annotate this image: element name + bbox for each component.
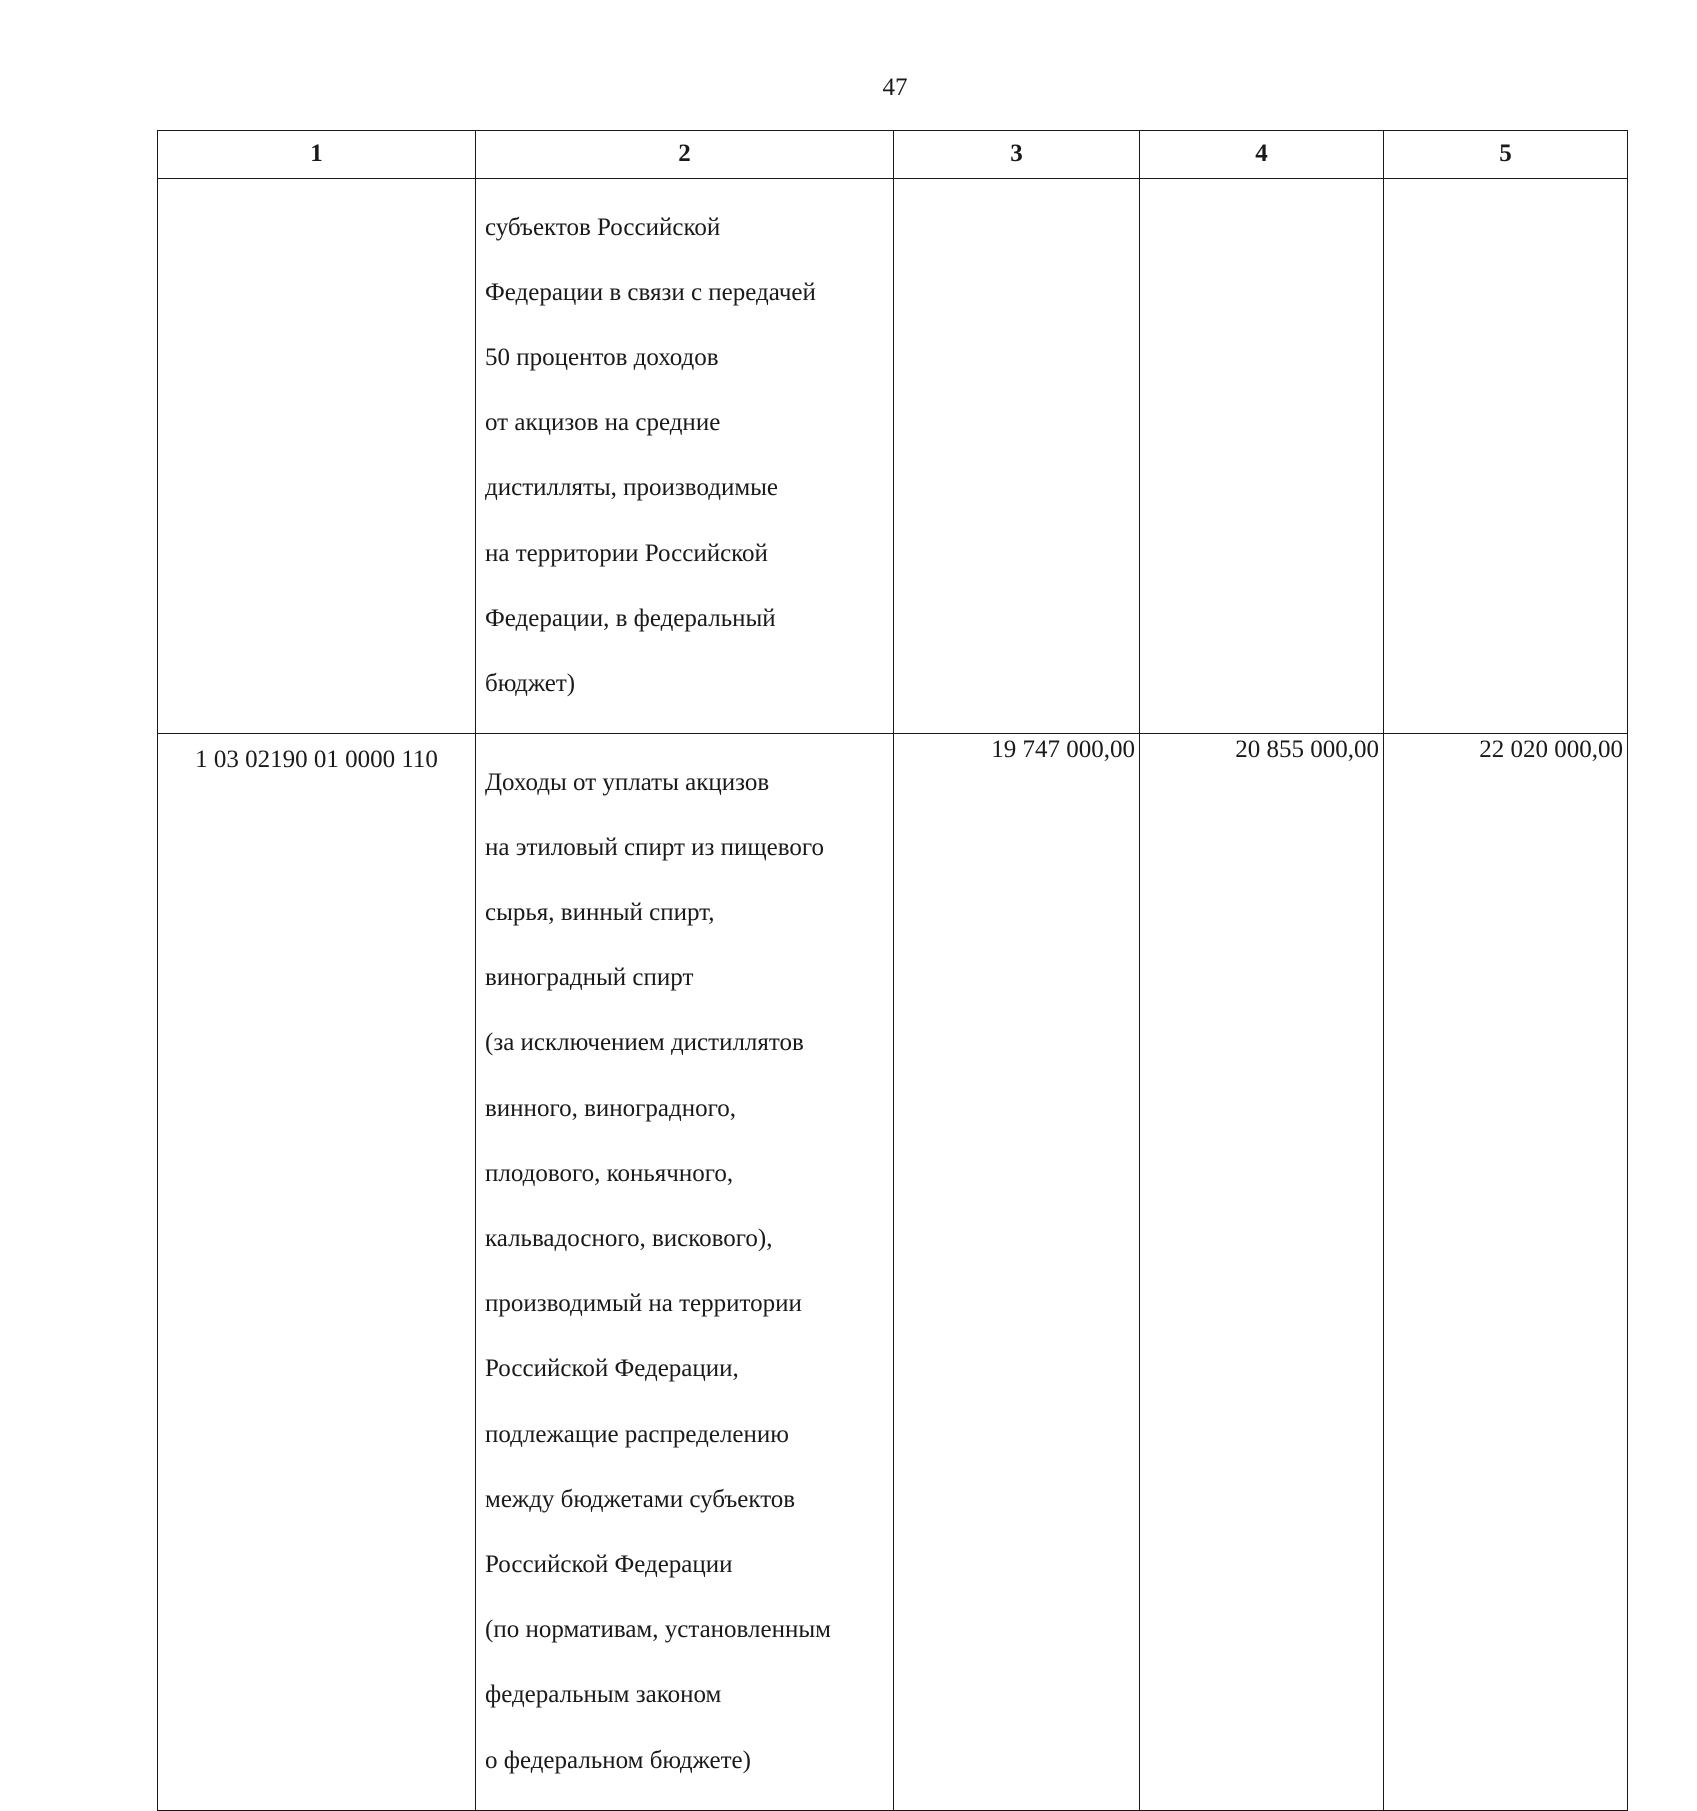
column-header: 1 — [158, 131, 476, 179]
column-header: 5 — [1384, 131, 1628, 179]
column-header: 2 — [476, 131, 894, 179]
description-line: на этиловый спирт из пищевого — [485, 833, 825, 861]
amount-cell-col3: 19 747 000,00 — [894, 734, 1140, 1811]
description-line: плодового, коньячного, — [485, 1159, 734, 1187]
description-line: дистилляты, производимые — [485, 474, 779, 502]
description-line: субъектов Российской — [485, 213, 721, 241]
page-number: 47 — [882, 74, 908, 101]
description-line: 50 процентов доходов — [485, 343, 719, 371]
description-line: винного, виноградного, — [485, 1094, 736, 1122]
description-line: бюджет) — [485, 669, 576, 697]
description-line: Федерации в связи с передачей — [485, 278, 816, 306]
amount-cell-col3 — [894, 179, 1140, 734]
column-header: 4 — [1140, 131, 1384, 179]
description-line: виноградный спирт — [485, 964, 694, 992]
description-line: сырья, винный спирт, — [485, 899, 715, 927]
amount-cell-col5: 22 020 000,00 — [1384, 734, 1628, 1811]
description-line: Российской Федерации, — [485, 1355, 739, 1383]
description-cell — [476, 179, 894, 734]
amount-cell-col5 — [1384, 179, 1628, 734]
description-line: о федеральном бюджете) — [485, 1746, 751, 1774]
description-line: федеральным законом — [485, 1681, 722, 1709]
table-row — [158, 734, 1628, 1811]
description-line: Федерации, в федеральный — [485, 604, 776, 632]
description-line: на территории Российской — [485, 539, 768, 567]
description-line: кальвадосного, вискового), — [485, 1225, 773, 1252]
amount-cell-col4: 20 855 000,00 — [1140, 734, 1384, 1811]
description-line: подлежащие распределению — [485, 1420, 789, 1448]
description-line: между бюджетами субъектов — [485, 1485, 796, 1513]
description-line: производимый на территории — [485, 1290, 802, 1318]
description-line: (по нормативам, установленным — [485, 1616, 831, 1644]
budget-code-cell: 1 03 02190 01 0000 110 — [158, 734, 476, 1811]
description-line: Доходы от уплаты акцизов — [485, 768, 770, 796]
table-row — [158, 179, 1628, 734]
amount-cell-col4 — [1140, 179, 1384, 734]
description-line: от акцизов на средние — [485, 409, 721, 437]
description-cell — [476, 734, 894, 1811]
description-line: Российской Федерации — [485, 1550, 733, 1578]
budget-table — [157, 130, 1628, 1811]
column-header: 3 — [894, 131, 1140, 179]
description-line: (за исключением дистиллятов — [485, 1029, 804, 1057]
budget-code-cell — [158, 179, 476, 734]
table-header-row — [158, 131, 1628, 179]
